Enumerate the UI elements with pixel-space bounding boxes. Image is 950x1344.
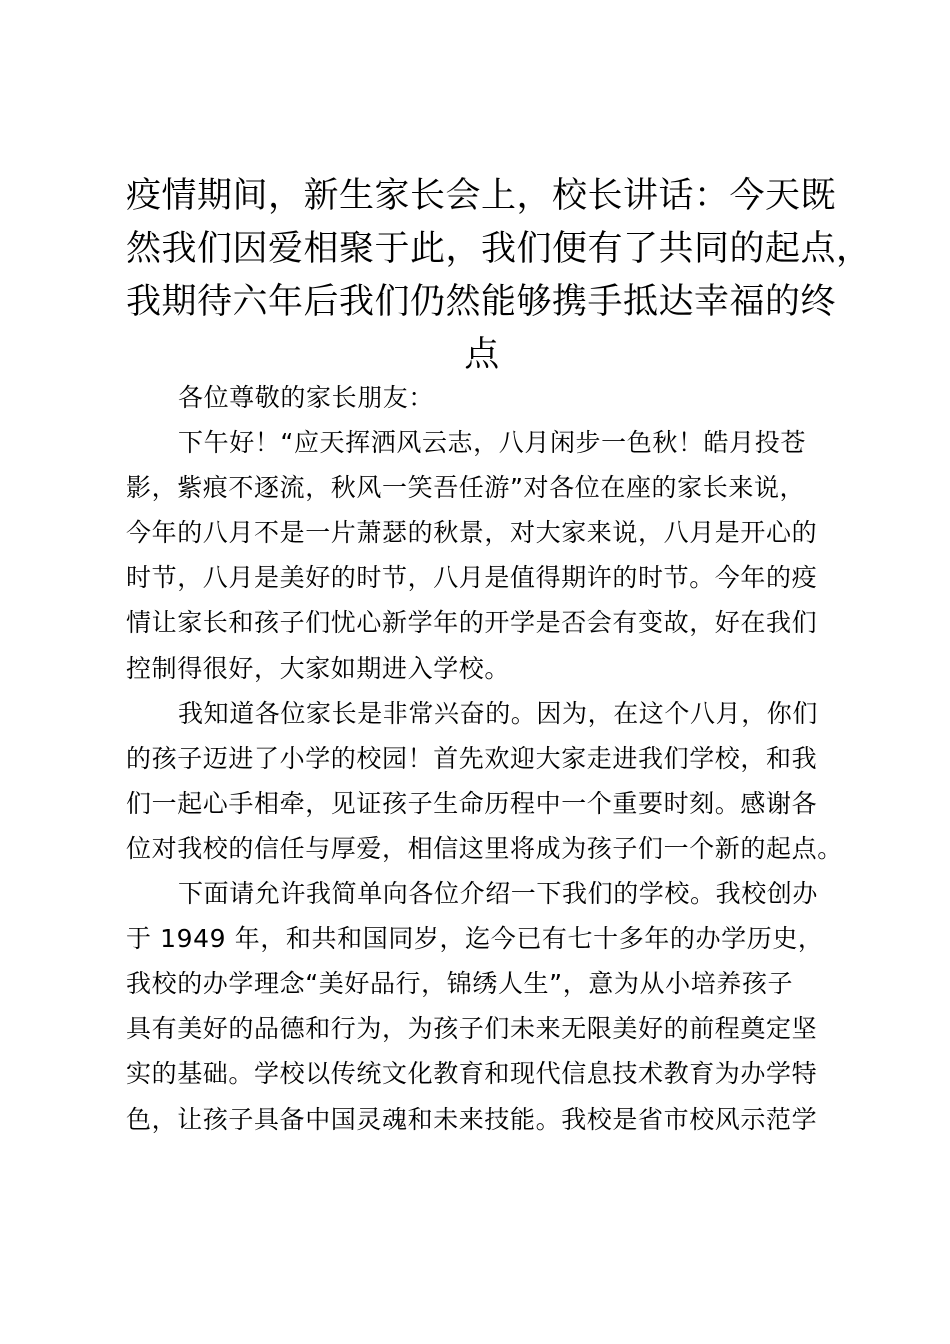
paragraph-line: 具有美好的品德和行为，为孩子们未来无限美好的前程奠定坚	[126, 1014, 818, 1044]
paragraph-line: 于 1949 年，和共和国同岁，迄今已有七十多年的办学历史，	[126, 924, 824, 954]
paragraph-line: 色，让孩子具备中国灵魂和未来技能。我校是省市校风示范学	[126, 1104, 818, 1134]
paragraph-line: 时节，八月是美好的时节，八月是值得期许的时节。今年的疫	[126, 563, 818, 593]
paragraph-line: 位对我校的信任与厚爱，相信这里将成为孩子们一个新的起点。	[126, 833, 843, 863]
paragraph	[126, 691, 843, 871]
paragraph-line: 下面请允许我简单向各位介绍一下我们的学校。我校创办	[178, 879, 819, 909]
title-line: 我期待六年后我们仍然能够携手抵达幸福的终	[126, 282, 837, 322]
paragraph-line: 影，紫痕不逐流，秋风一笑吾任游”对各位在座的家长来说，	[126, 473, 806, 503]
paragraph-line: 我校的办学理念“美好品行，锦绣人生”，意为从小培养孩子	[126, 969, 794, 999]
paragraph-line: 的孩子迈进了小学的校园！首先欢迎大家走进我们学校，和我	[126, 743, 818, 773]
paragraph-line: 我知道各位家长是非常兴奋的。因为，在这个八月，你们	[178, 698, 819, 728]
paragraph-line: 今年的八月不是一片萧瑟的秋景，对大家来说，八月是开心的	[126, 518, 818, 548]
paragraph-line: 控制得很好，大家如期进入学校。	[126, 653, 511, 683]
title-line: 疫情期间，新生家长会上，校长讲话：今天既	[126, 176, 837, 216]
paragraph-line: 们一起心手相牵，见证孩子生命历程中一个重要时刻。感谢各	[126, 788, 818, 818]
paragraph	[126, 871, 838, 1142]
paragraph-line: 下午好！“应天挥洒风云志，八月闲步一色秋！皓月投苍	[178, 428, 806, 458]
paragraph-line: 实的基础。学校以传统文化教育和现代信息技术教育为办学特	[126, 1059, 818, 1089]
document-title	[126, 170, 872, 382]
title-line: 点	[464, 335, 500, 375]
salutation: 各位尊敬的家长朋友：	[178, 383, 435, 412]
document-body	[126, 375, 843, 1142]
title-line: 然我们因爱相聚于此，我们便有了共同的起点，	[126, 229, 872, 269]
paragraph	[126, 420, 838, 691]
paragraph-line: 情让家长和孩子们忧心新学年的开学是否会有变故，好在我们	[126, 608, 818, 638]
